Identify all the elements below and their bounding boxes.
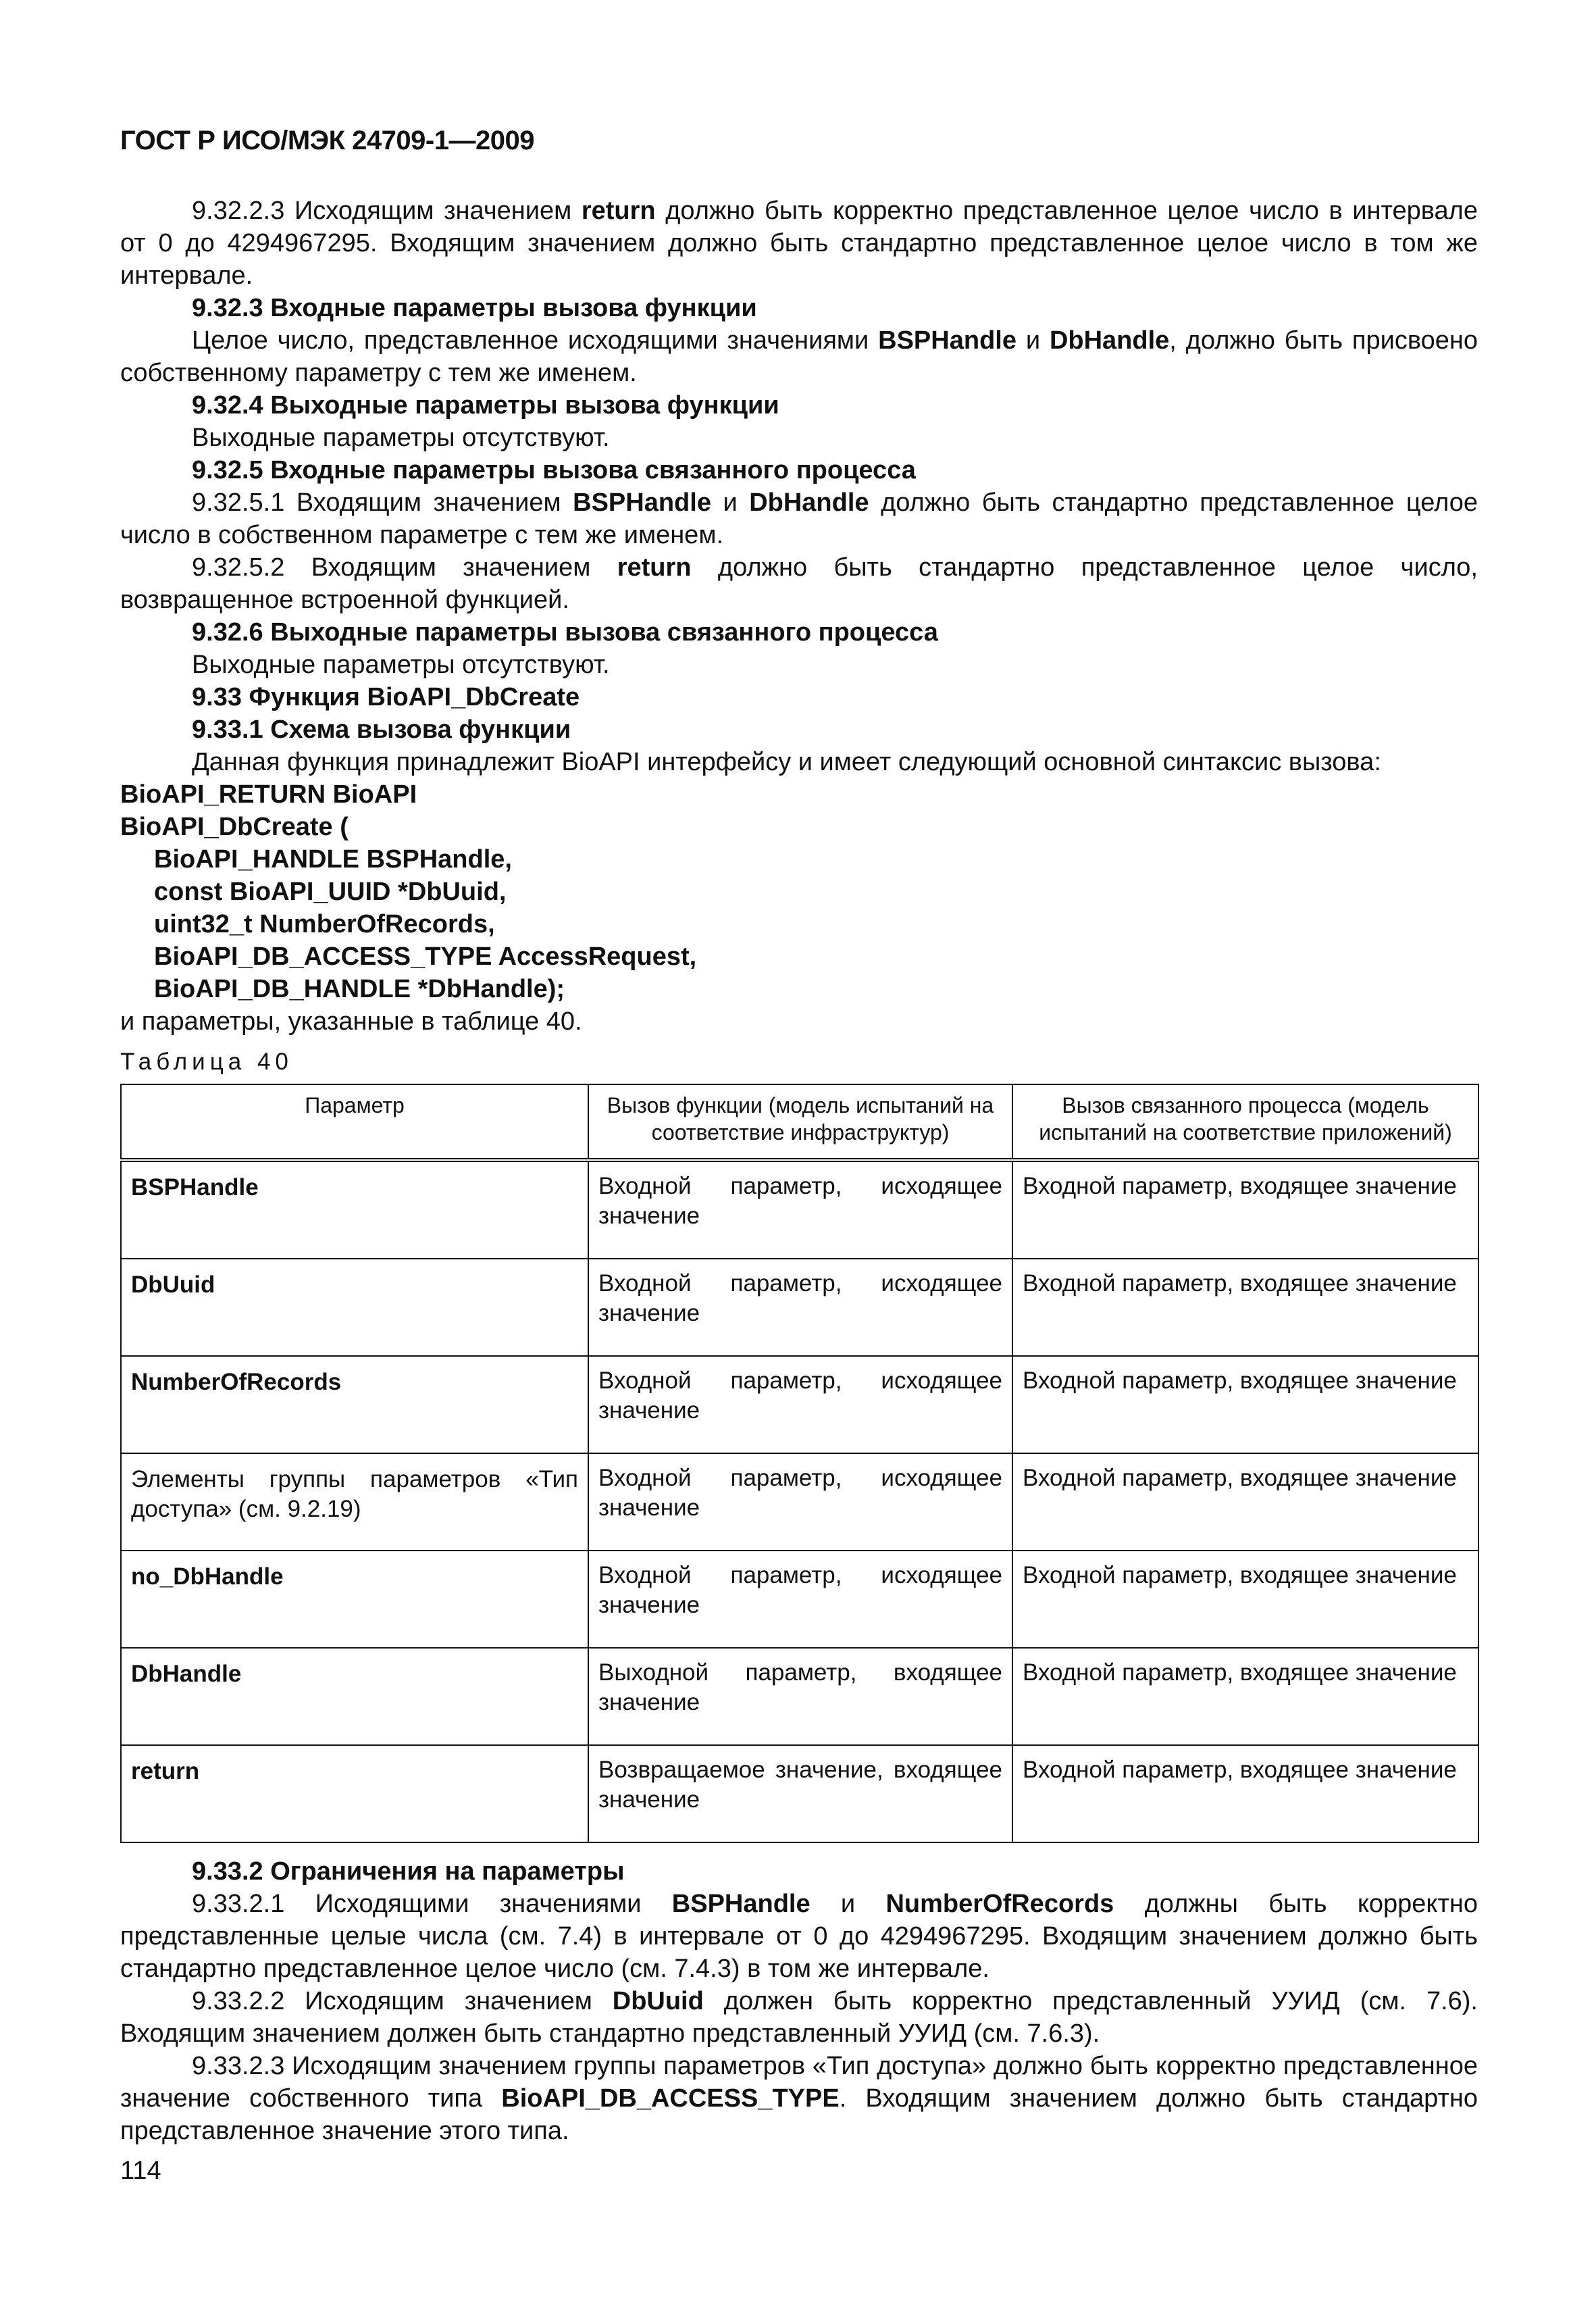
clause-9-32-6-text: Выходные параметры отсутствуют.: [192, 651, 610, 679]
heading-9-32-3: 9.32.3 Входные параметры вызова функции: [192, 294, 757, 322]
process-call-value: Входной параметр, входящее значение: [1012, 1259, 1478, 1356]
bold-term: BioAPI_DB_ACCESS_TYPE: [501, 2084, 840, 2113]
table-row: [121, 1160, 1478, 1259]
param-name: NumberOfRecords: [121, 1356, 588, 1453]
function-call-value: Выходной параметр, входящее значение: [588, 1648, 1012, 1745]
table-caption: Таблица 40: [120, 1049, 293, 1075]
text-run: и: [711, 488, 750, 517]
bold-term: BSPHandle: [878, 326, 1016, 355]
param-name: return: [121, 1745, 588, 1842]
page-number: 114: [120, 2157, 161, 2185]
function-call-value: Входной параметр, исходящее значение: [588, 1453, 1012, 1551]
table-row: [121, 1551, 1478, 1648]
clause-9-33-2-2: [120, 1985, 1478, 2050]
process-call-value: Входной параметр, входящее значение: [1012, 1551, 1478, 1648]
function-call-value: Входной параметр, исходящее значение: [588, 1551, 1012, 1648]
text-run: Целое число, представленное исходящими значениями: [192, 326, 879, 355]
process-call-value: Входной параметр, входящее значение: [1012, 1356, 1478, 1453]
code-line-3: BioAPI_HANDLE BSPHandle,: [154, 845, 512, 874]
text-run: , должно быть присвоено собственному параметру с тем же именем.: [120, 326, 1478, 387]
heading-9-33: 9.33 Функция BioAPI_DbCreate: [192, 683, 580, 711]
body-text: [120, 195, 1478, 2147]
bold-term: BSPHandle: [573, 488, 711, 517]
process-call-value: Входной параметр, входящее значение: [1012, 1160, 1478, 1259]
text-run: 9.33.2.2 Исходящим значением: [192, 1987, 613, 2015]
params-reference: и параметры, указанные в таблице 40.: [120, 1007, 582, 1036]
bold-term: DbUuid: [612, 1987, 704, 2015]
text-run: 9.32.2.3 Исходящим значением: [192, 197, 582, 225]
table-row: [121, 1745, 1478, 1842]
clause-9-32-5-2: [120, 551, 1478, 616]
code-line-2: BioAPI_DbCreate (: [120, 813, 349, 841]
text-run: 9.32.5.2 Входящим значением: [192, 553, 617, 582]
param-name: DbHandle: [121, 1648, 588, 1745]
code-line-6: BioAPI_DB_ACCESS_TYPE AccessRequest,: [154, 942, 697, 971]
param-name: DbUuid: [121, 1259, 588, 1356]
bold-term: DbHandle: [1049, 326, 1170, 355]
code-line-1: BioAPI_RETURN BioAPI: [120, 780, 417, 809]
bold-term: DbHandle: [749, 488, 869, 517]
table-40: [120, 1084, 1479, 1843]
text-run: должны быть корректно представленные целые числа (см. 7.4) в интервале от 0 до 4294967295. Входящим значением должно быть стандартно представленное целое число (см. 7.4.3) в том же интервале.: [120, 1890, 1478, 1983]
text-run: должно быть корректно представленное целое число в интервале от 0 до 4294967295. Входящим значением должно быть стандартно представленное целое число в том же интервале.: [120, 197, 1478, 290]
header-process-call: Вызов связанного процесса (модель испытаний на соответствие приложений): [1012, 1084, 1478, 1160]
table-row: [121, 1453, 1478, 1551]
bold-term: return: [617, 553, 692, 582]
process-call-value: Входной параметр, входящее значение: [1012, 1745, 1478, 1842]
text-run: 9.32.5.1 Входящим значением: [192, 488, 573, 517]
clause-9-32-2-3: [120, 195, 1478, 292]
heading-9-32-4: 9.32.4 Выходные параметры вызова функции: [192, 391, 779, 420]
table-row: [121, 1648, 1478, 1745]
text-run: и: [810, 1890, 886, 1918]
table-row: [121, 1356, 1478, 1453]
clause-9-33-1-text: Данная функция принадлежит BioAPI интерфейсу и имеет следующий основной синтаксис вызова:: [192, 748, 1381, 776]
text-run: и: [1016, 326, 1050, 355]
clause-9-32-3-text: [120, 324, 1478, 389]
clause-9-33-2-3: [120, 2050, 1478, 2147]
header-parameter: Параметр: [121, 1084, 588, 1160]
heading-9-32-6: 9.32.6 Выходные параметры вызова связанного процесса: [192, 618, 938, 647]
process-call-value: Входной параметр, входящее значение: [1012, 1648, 1478, 1745]
heading-9-33-1: 9.33.1 Схема вызова функции: [192, 715, 571, 744]
text-run: . Входящим значением должно быть стандартно представленное значение этого типа.: [120, 2084, 1478, 2145]
code-line-4: const BioAPI_UUID *DbUuid,: [154, 878, 507, 906]
clause-9-32-5-1: [120, 486, 1478, 551]
heading-9-32-5: 9.32.5 Входные параметры вызова связанного процесса: [192, 456, 916, 484]
heading-9-33-2: 9.33.2 Ограничения на параметры: [192, 1857, 625, 1886]
function-call-value: Входной параметр, исходящее значение: [588, 1356, 1012, 1453]
bold-term: return: [581, 197, 656, 225]
bold-term: NumberOfRecords: [885, 1890, 1114, 1918]
text-run: должно быть стандартно представленное целое число в собственном параметре с тем же именем.: [120, 488, 1478, 549]
text-run: 9.33.2.3 Исходящим значением группы параметров «Тип доступа» должно быть корректно представленное значение собственного типа: [120, 2052, 1478, 2113]
text-run: должно быть стандартно представленное целое число, возвращенное встроенной функцией.: [120, 553, 1478, 614]
process-call-value: Входной параметр, входящее значение: [1012, 1453, 1478, 1551]
param-name: Элементы группы параметров «Тип доступа» (см. 9.2.19): [121, 1453, 588, 1551]
standard-header: ГОСТ Р ИСО/МЭК 24709-1—2009: [120, 126, 534, 155]
function-call-value: Возвращаемое значение, входящее значение: [588, 1745, 1012, 1842]
table-row: [121, 1259, 1478, 1356]
param-name: BSPHandle: [121, 1160, 588, 1259]
text-run: 9.33.2.1 Исходящими значениями: [192, 1890, 672, 1918]
param-name: no_DbHandle: [121, 1551, 588, 1648]
table-header-row: [121, 1084, 1478, 1160]
code-line-7: BioAPI_DB_HANDLE *DbHandle);: [154, 975, 565, 1003]
bold-term: BSPHandle: [671, 1890, 810, 1918]
after-table-section: [120, 1855, 1478, 2147]
clause-9-33-2-1: [120, 1888, 1478, 1985]
code-line-5: uint32_t NumberOfRecords,: [154, 910, 495, 938]
function-call-value: Входной параметр, исходящее значение: [588, 1259, 1012, 1356]
clause-9-32-4-text: Выходные параметры отсутствуют.: [192, 424, 610, 452]
function-call-value: Входной параметр, исходящее значение: [588, 1160, 1012, 1259]
header-function-call: Вызов функции (модель испытаний на соответствие инфраструктур): [588, 1084, 1012, 1160]
text-run: должен быть корректно представленный УУИД (см. 7.6). Входящим значением должен быть стандартно представленный УУИД (см. 7.6.3).: [120, 1987, 1478, 2048]
